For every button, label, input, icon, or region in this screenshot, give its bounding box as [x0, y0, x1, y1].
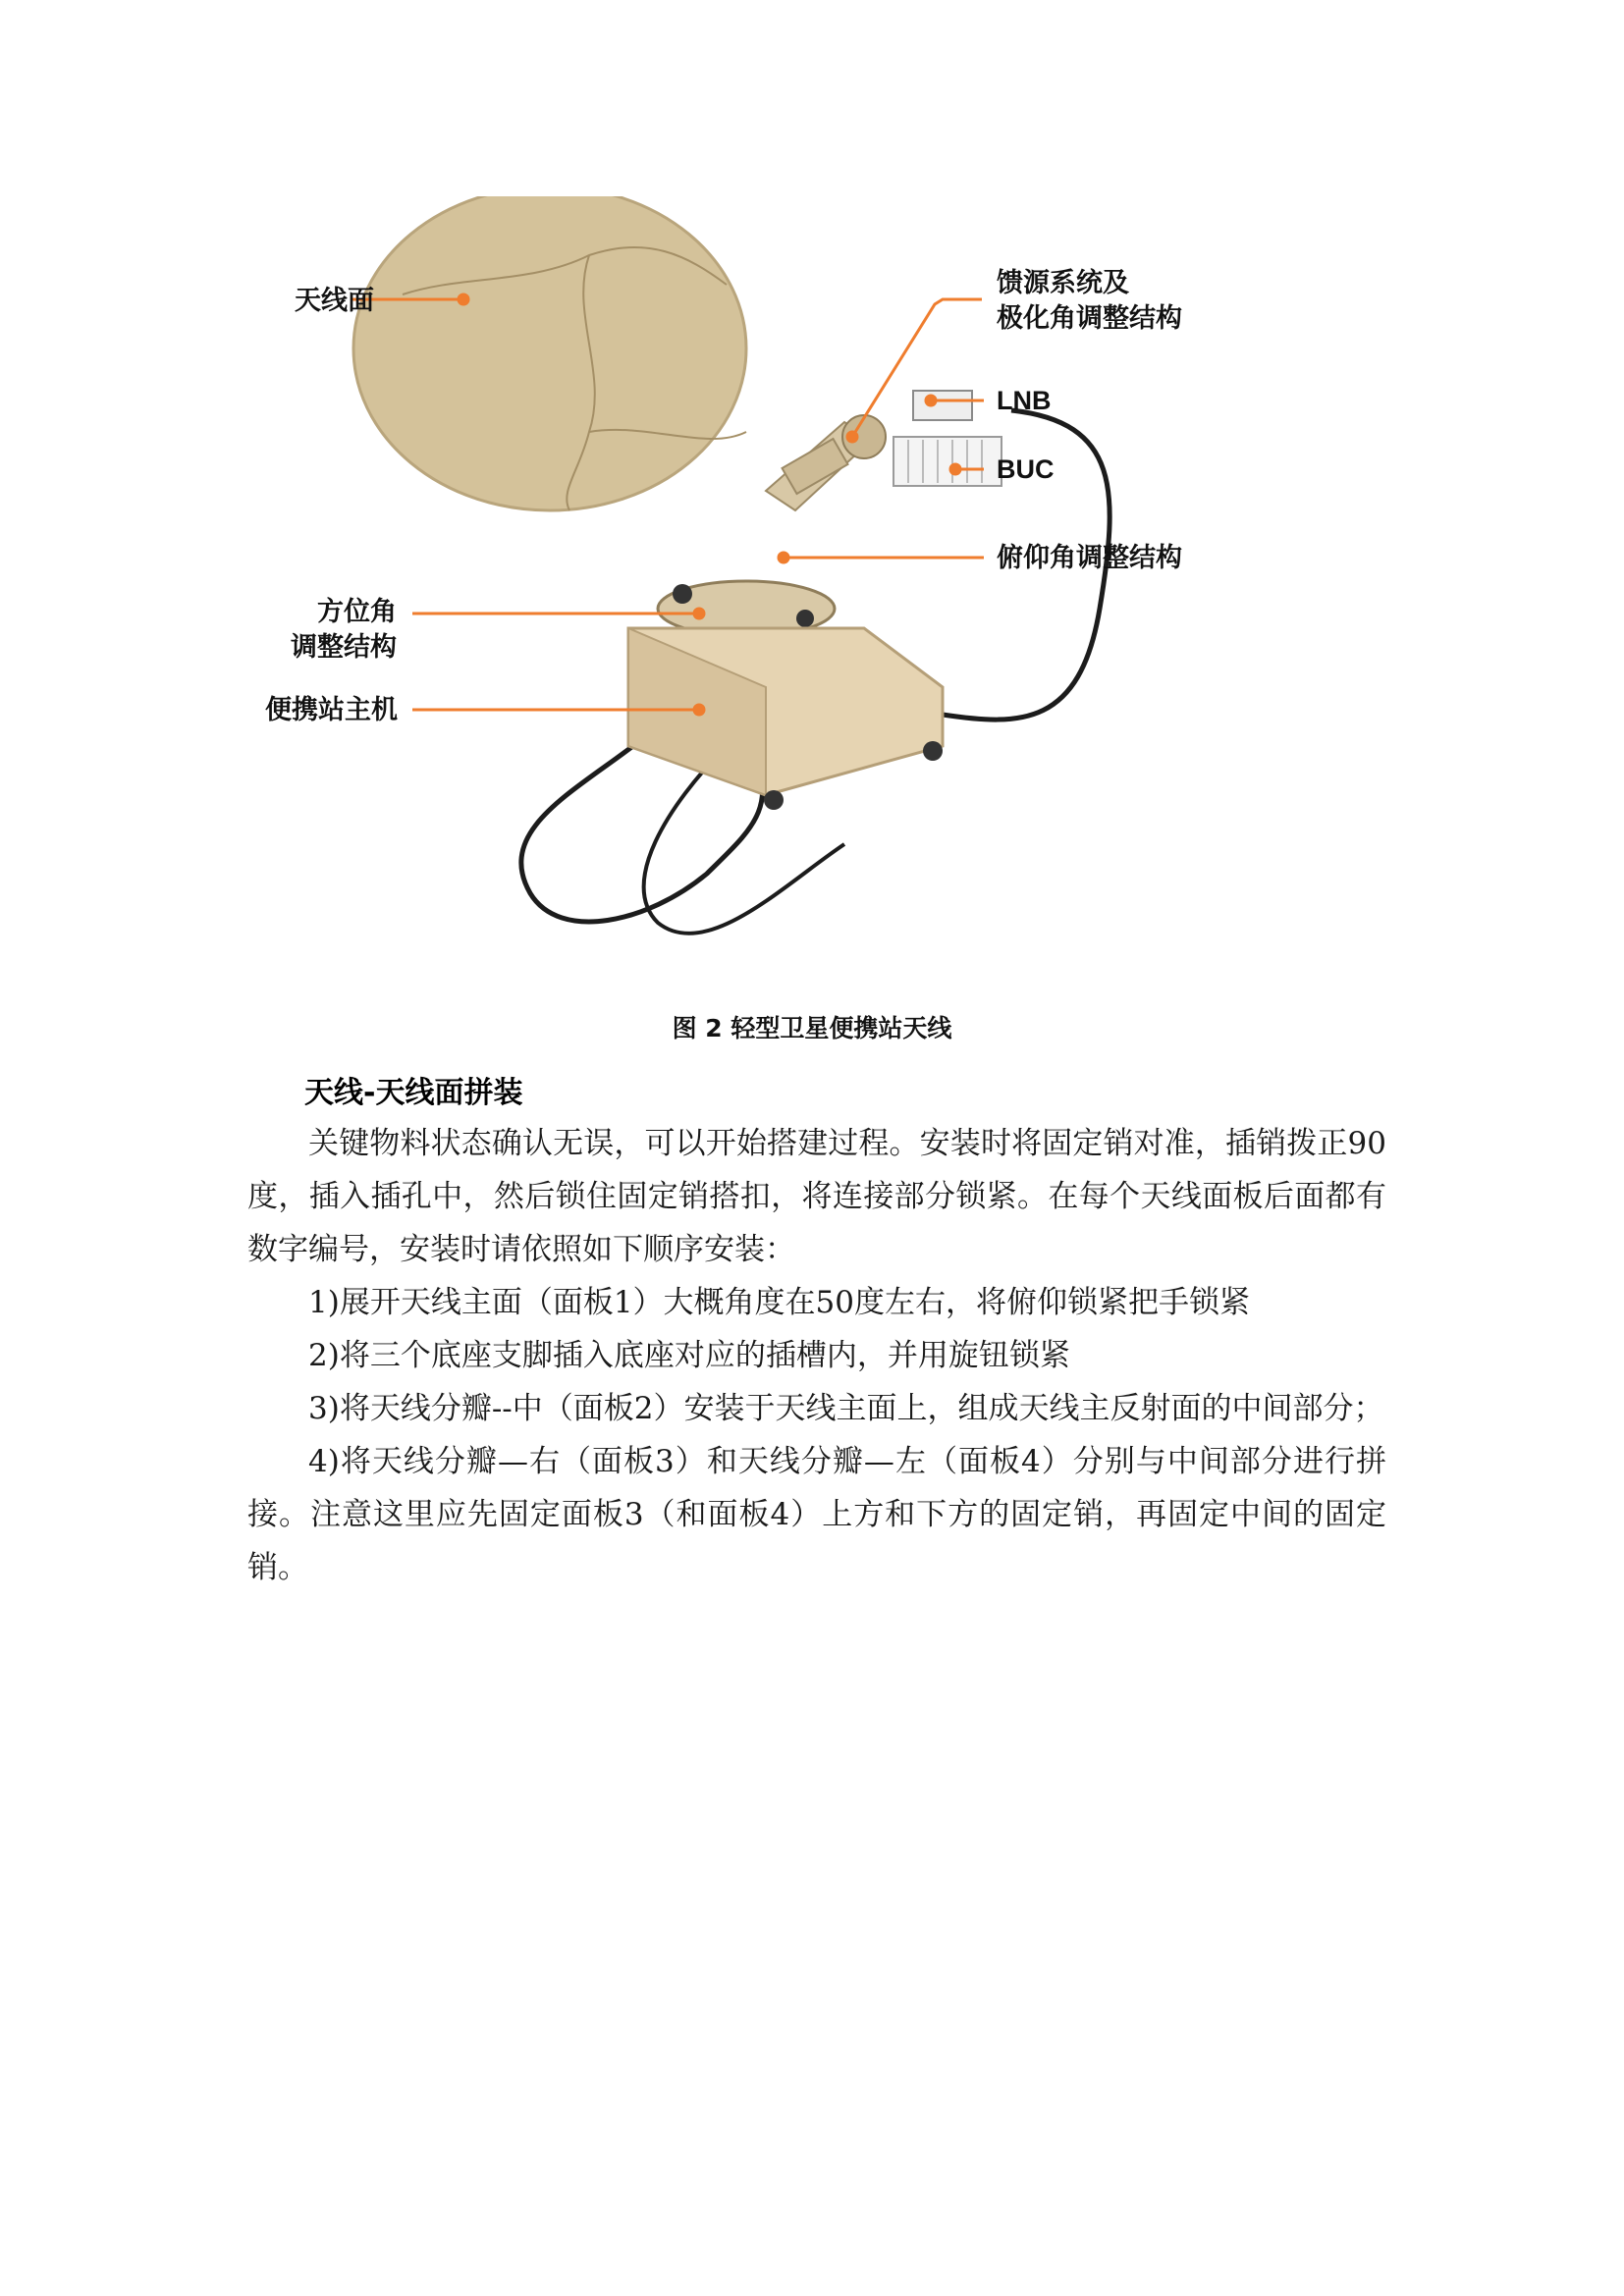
label-host: 便携站主机	[265, 695, 398, 724]
antenna-figure	[236, 196, 1394, 962]
antenna-illustration	[236, 196, 1394, 962]
label-feed-system	[997, 265, 1182, 336]
label-feed-line1: 馈源系统及	[997, 268, 1129, 297]
label-elevation: 俯仰角调整结构	[997, 543, 1182, 572]
base-foot	[764, 790, 784, 810]
antenna-dish	[353, 196, 746, 510]
paragraph: 4)将天线分瓣—右（面板3）和天线分瓣—左（面板4）分别与中间部分进行拼接。注意这里应先固定面板3（和面板4）上方和下方的固定销，再固定中间的固定销。	[247, 1444, 1386, 1585]
figure-caption: 图 2 轻型卫星便携站天线	[672, 1014, 952, 1042]
label-buc: BUC	[997, 454, 1055, 484]
buc-unit	[893, 437, 1001, 486]
paragraph: 3)将天线分瓣--中（面板2）安装于天线主面上，组成天线主反射面的中间部分；	[308, 1391, 1384, 1426]
knob	[673, 584, 692, 604]
label-lnb: LNB	[997, 386, 1052, 415]
section-body	[247, 1117, 1386, 1594]
label-feed-line2: 极化角调整结构	[997, 303, 1182, 333]
paragraph: 关键物料状态确认无误，可以开始搭建过程。安装时将固定销对准，插销拨正90度，插入插孔中，然后锁住固定销搭扣，将连接部分锁紧。在每个天线面板后面都有数字编号，安装时请依照如下顺序安装：	[247, 1126, 1386, 1267]
label-azimuth-line2: 调整结构	[291, 632, 397, 662]
label-azimuth	[291, 594, 397, 665]
lnb-unit	[913, 391, 972, 420]
knob	[796, 610, 814, 627]
paragraph: 2)将三个底座支脚插入底座对应的插槽内，并用旋钮锁紧	[308, 1338, 1070, 1373]
paragraph: 1)展开天线主面（面板1）大概角度在50度左右，将俯仰锁紧把手锁紧	[308, 1285, 1250, 1320]
base-foot	[923, 741, 943, 761]
label-antenna-surface: 天线面	[295, 286, 374, 315]
section-heading: 天线-天线面拼装	[304, 1076, 523, 1110]
label-azimuth-line1: 方位角	[317, 597, 397, 626]
